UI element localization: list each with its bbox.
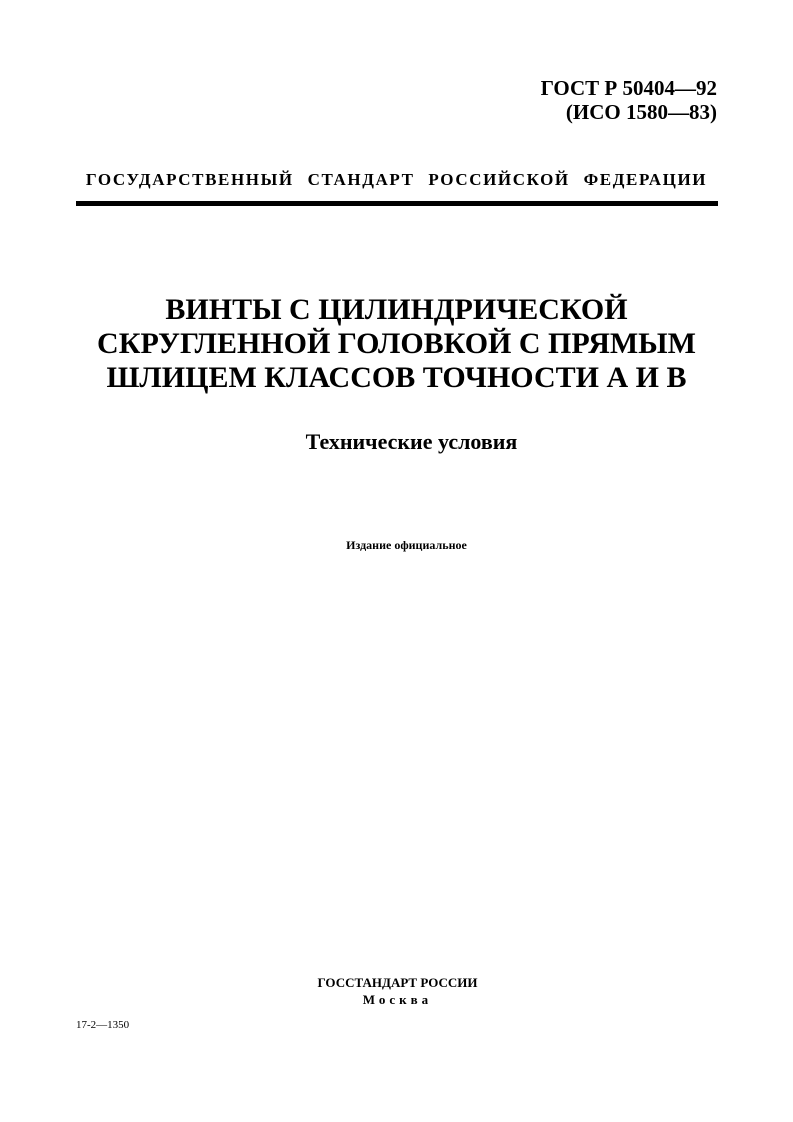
- iso-number: (ИСО 1580—83): [565, 100, 717, 124]
- standard-header: ГОСУДАРСТВЕННЫЙ СТАНДАРТ РОССИЙСКОЙ ФЕДЕРАЦИИ: [85, 170, 708, 189]
- title-line-1: ВИНТЫ С ЦИЛИНДРИЧЕСКОЙ: [165, 293, 628, 326]
- document-subtitle: Технические условия: [305, 429, 518, 454]
- gost-number: ГОСТ Р 50404—92: [540, 76, 717, 100]
- publisher-city: Москва: [362, 992, 433, 1007]
- edition-note: Издание официальное: [346, 538, 467, 552]
- title-line-2: СКРУГЛЕННОЙ ГОЛОВКОЙ С ПРЯМЫМ: [97, 327, 696, 360]
- print-code: 17-2—1350: [76, 1019, 130, 1031]
- document-title: [40, 293, 753, 395]
- document-number-block: [541, 76, 717, 124]
- header-rule: [76, 201, 718, 206]
- title-line-3: ШЛИЦЕМ КЛАССОВ ТОЧНОСТИ А И В: [106, 361, 687, 394]
- publisher-block: [0, 974, 793, 1008]
- publisher-name: ГОССТАНДАРТ РОССИИ: [317, 975, 478, 990]
